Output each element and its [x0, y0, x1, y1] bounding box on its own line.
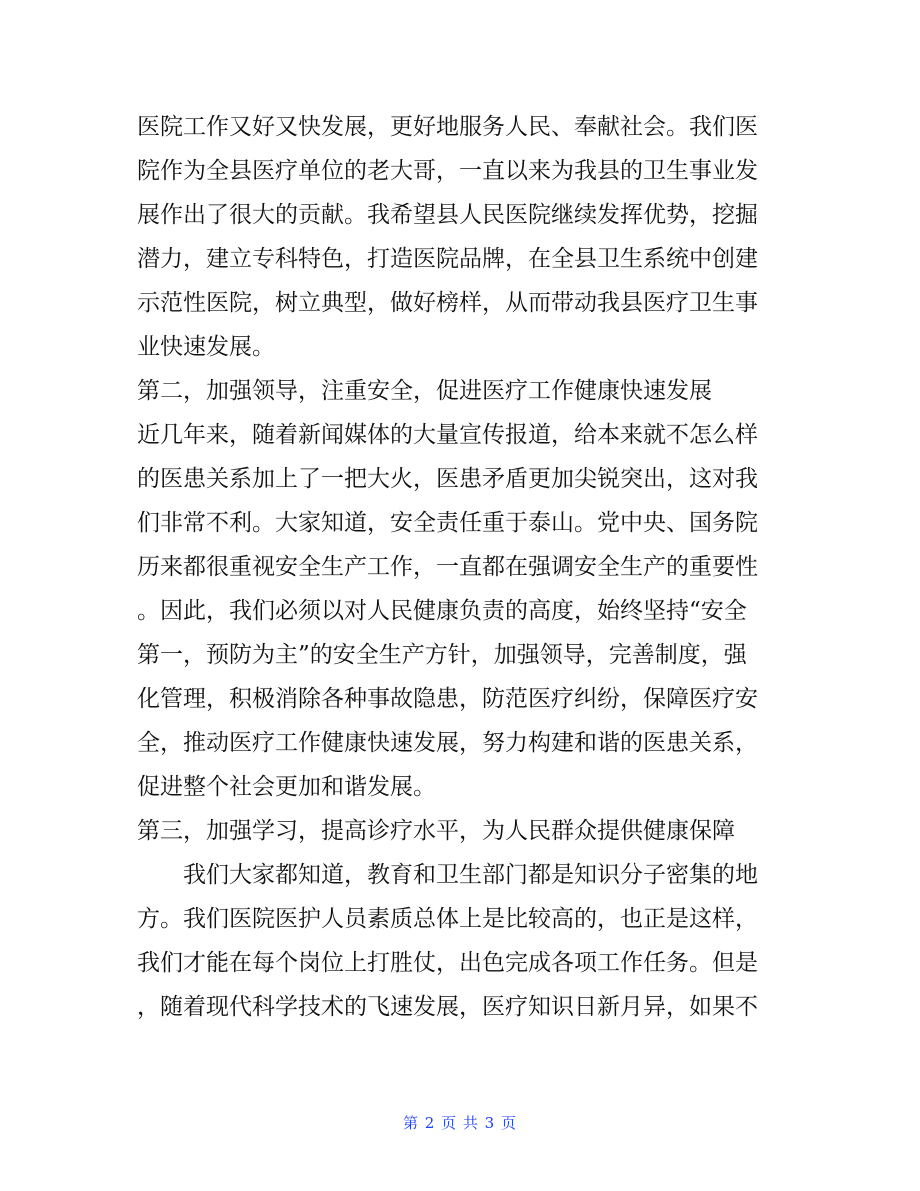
- text-line: 医院工作又好又快发展，更好地服务人民、奉献社会。我们医: [137, 114, 758, 140]
- text-line: 的医患关系加上了一把大火，医患矛盾更加尖锐突出，这对我: [137, 466, 758, 492]
- text-line: 业快速发展。: [137, 334, 275, 360]
- text-line: 潜力，建立专科特色，打造医院品牌，在全县卫生系统中创建: [137, 246, 758, 272]
- section-heading: 第二，加强领导，注重安全，促进医疗工作健康快速发展: [137, 378, 712, 404]
- text-line: 全，推动医疗工作健康快速发展，努力构建和谐的医患关系，: [137, 730, 758, 756]
- text-line: 我们大家都知道，教育和卫生部门都是知识分子密集的地: [183, 862, 758, 888]
- text-line: 我们才能在每个岗位上打胜仗，出色完成各项工作任务。但是: [137, 950, 758, 976]
- text-line: 们非常不利。大家知道，安全责任重于泰山。党中央、国务院: [137, 510, 758, 536]
- text-line: 示范性医院，树立典型，做好榜样，从而带动我县医疗卫生事: [137, 290, 758, 316]
- text-line: 近几年来，随着新闻媒体的大量宣传报道，给本来就不怎么样: [137, 422, 758, 448]
- page-footer: 第 2 页 共 3 页: [403, 1114, 517, 1132]
- text-line: 历来都很重视安全生产工作，一直都在强调安全生产的重要性: [137, 554, 758, 580]
- text-line: 。因此，我们必须以对人民健康负责的高度，始终坚持“安全: [137, 598, 747, 624]
- text-line: ，随着现代科学技术的飞速发展，医疗知识日新月异，如果不: [137, 994, 758, 1020]
- text-line: 化管理，积极消除各种事故隐患，防范医疗纠纷，保障医疗安: [137, 686, 758, 712]
- text-line: 方。我们医院医护人员素质总体上是比较高的，也正是这样，: [137, 906, 758, 932]
- section-heading: 第三，加强学习，提高诊疗水平，为人民群众提供健康保障: [137, 818, 735, 844]
- text-line: 促进整个社会更加和谐发展。: [137, 774, 436, 800]
- text-line: 第一，预防为主”的安全生产方针，加强领导，完善制度，强: [137, 642, 747, 668]
- text-line: 院作为全县医疗单位的老大哥，一直以来为我县的卫生事业发: [137, 158, 758, 184]
- body-text: [137, 105, 787, 1029]
- text-line: 展作出了很大的贡献。我希望县人民医院继续发挥优势，挖掘: [137, 202, 758, 228]
